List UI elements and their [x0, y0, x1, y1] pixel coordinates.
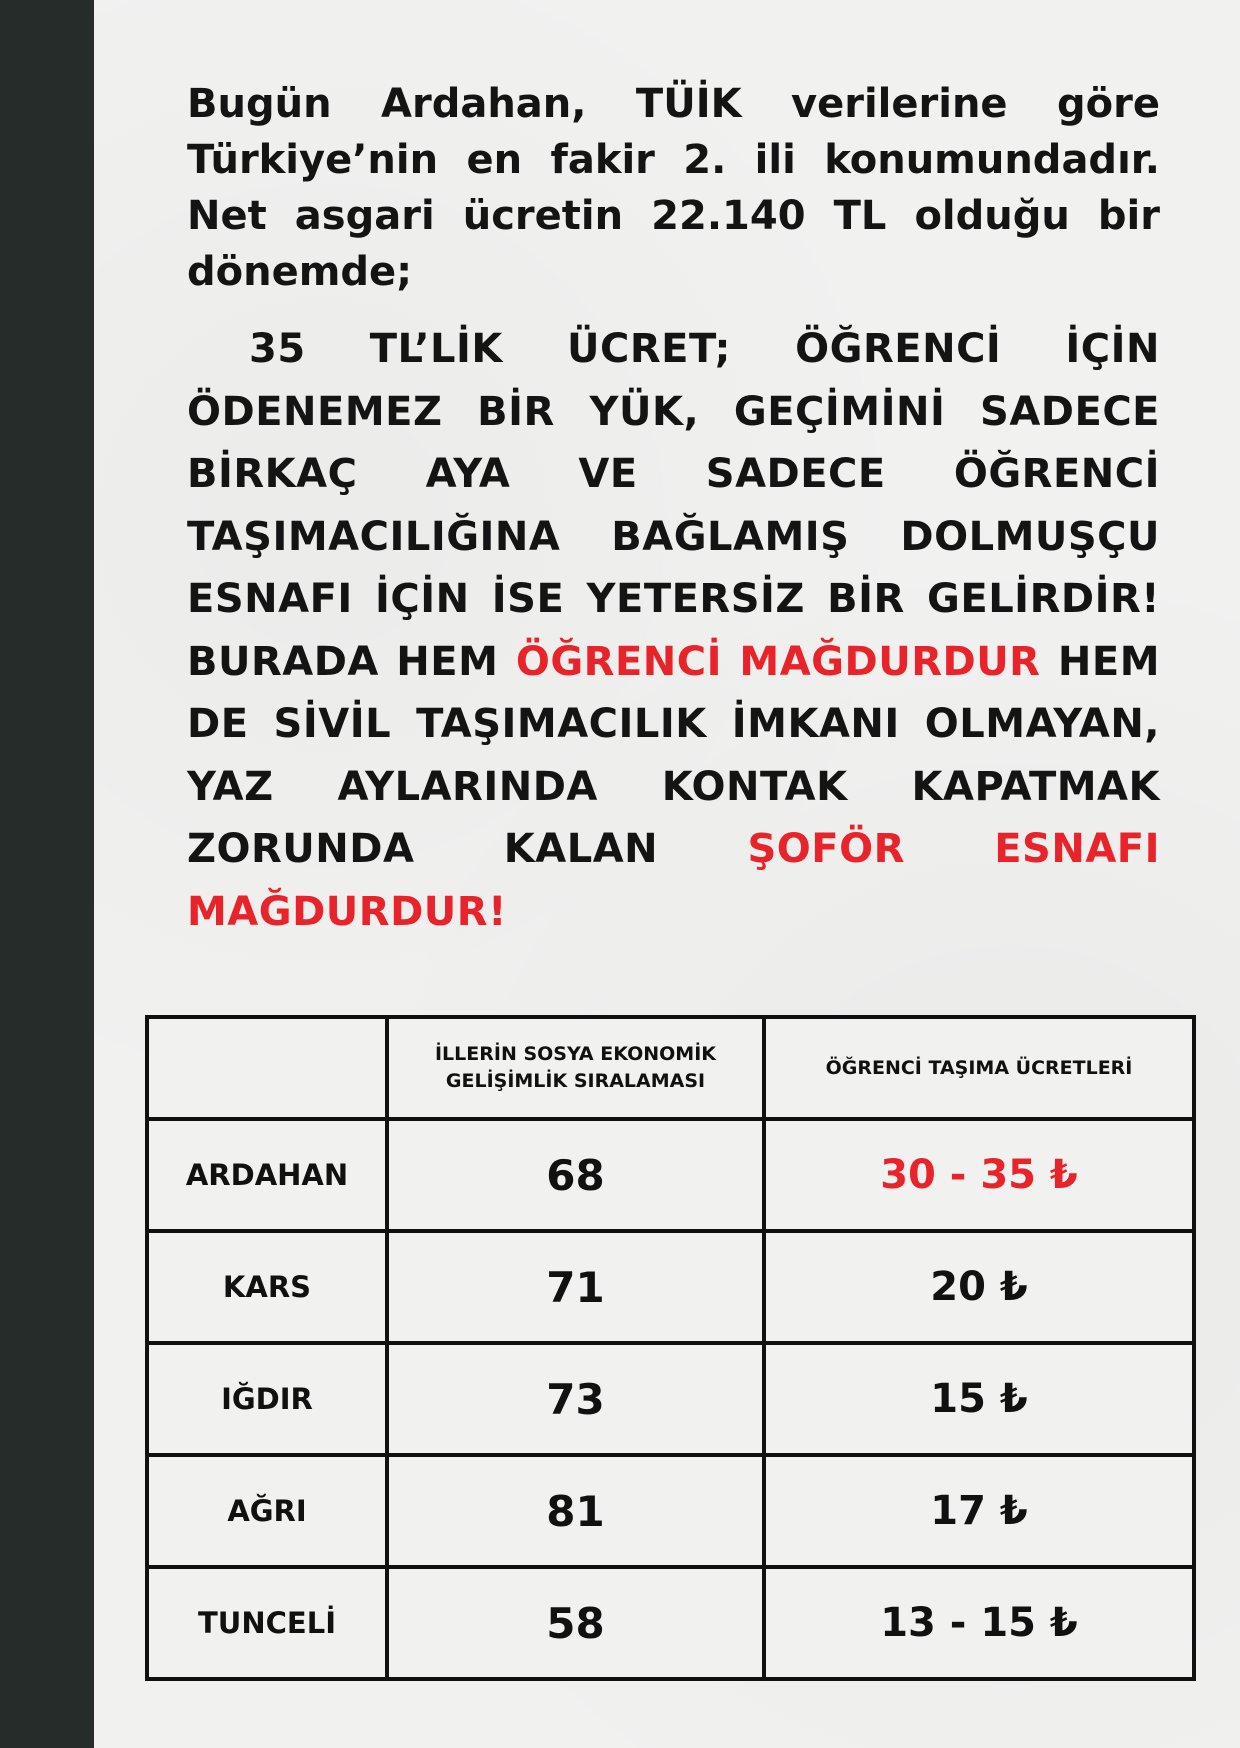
intro-paragraph: Bugün Ardahan, TÜİK verilerine göre Türkiye’nin en fakir 2. ili konumundadır. Net asgari ücretin 22.140 TL olduğu bir dönemde;	[187, 81, 1160, 295]
table-header-row	[147, 1017, 1194, 1119]
table-row	[147, 1343, 1194, 1455]
highlight-student-victim: ÖĞRENCİ MAĞDURDUR	[515, 638, 1041, 685]
fee-cell: 30 - 35 ₺	[764, 1119, 1194, 1231]
highlight-driver-victim: ŞOFÖR ESNAFI MAĞDURDUR!	[187, 826, 1161, 935]
comparison-table	[145, 1015, 1196, 1681]
rank-cell: 81	[387, 1455, 764, 1567]
province-cell: TUNCELİ	[147, 1567, 387, 1679]
rank-cell: 73	[387, 1343, 764, 1455]
rank-cell: 58	[387, 1567, 764, 1679]
table-row	[147, 1231, 1194, 1343]
header-ranking-line2: GELİŞİMLİK SIRALAMASI	[445, 1070, 706, 1092]
fee-cell: 20 ₺	[764, 1231, 1194, 1343]
province-cell: AĞRI	[147, 1455, 387, 1567]
header-fees: ÖĞRENCİ TAŞIMA ÜCRETLERİ	[764, 1017, 1194, 1119]
rank-cell: 71	[387, 1231, 764, 1343]
fee-cell: 15 ₺	[764, 1343, 1194, 1455]
main-text-part1: 35 TL’LİK ÜCRET; ÖĞRENCİ İÇİN ÖDENEMEZ BİR YÜK, GEÇİMİNİ SADECE BİRKAÇ AYA VE SADECE ÖĞRENCİ TAŞIMACILIĞINA BAĞLAMIŞ DOLMUŞÇU ESNAFI İÇİN İSE YETERSİZ BİR GELİRDİR!	[187, 326, 1160, 622]
header-ranking	[387, 1017, 764, 1119]
table-row	[147, 1119, 1194, 1231]
table-row	[147, 1455, 1194, 1567]
province-cell: ARDAHAN	[147, 1119, 387, 1231]
fee-cell: 17 ₺	[764, 1455, 1194, 1567]
header-empty-cell	[147, 1017, 387, 1119]
fee-cell: 13 - 15 ₺	[764, 1567, 1194, 1679]
main-text-part3: HEM DE SİVİL TAŞIMACILIK İMKANI OLMAYAN, YAZ AYLARINDA KONTAK KAPATMAK ZORUNDA KALAN	[187, 638, 1161, 872]
province-cell: KARS	[147, 1231, 387, 1343]
header-ranking-line1: İLLERİN SOSYA EKONOMİK	[434, 1043, 716, 1065]
side-bar	[0, 0, 94, 1748]
table-row	[147, 1567, 1194, 1679]
main-paragraph	[187, 318, 1160, 943]
rank-cell: 68	[387, 1119, 764, 1231]
main-text-part2: BURADA HEM	[187, 638, 516, 685]
province-cell: IĞDIR	[147, 1343, 387, 1455]
